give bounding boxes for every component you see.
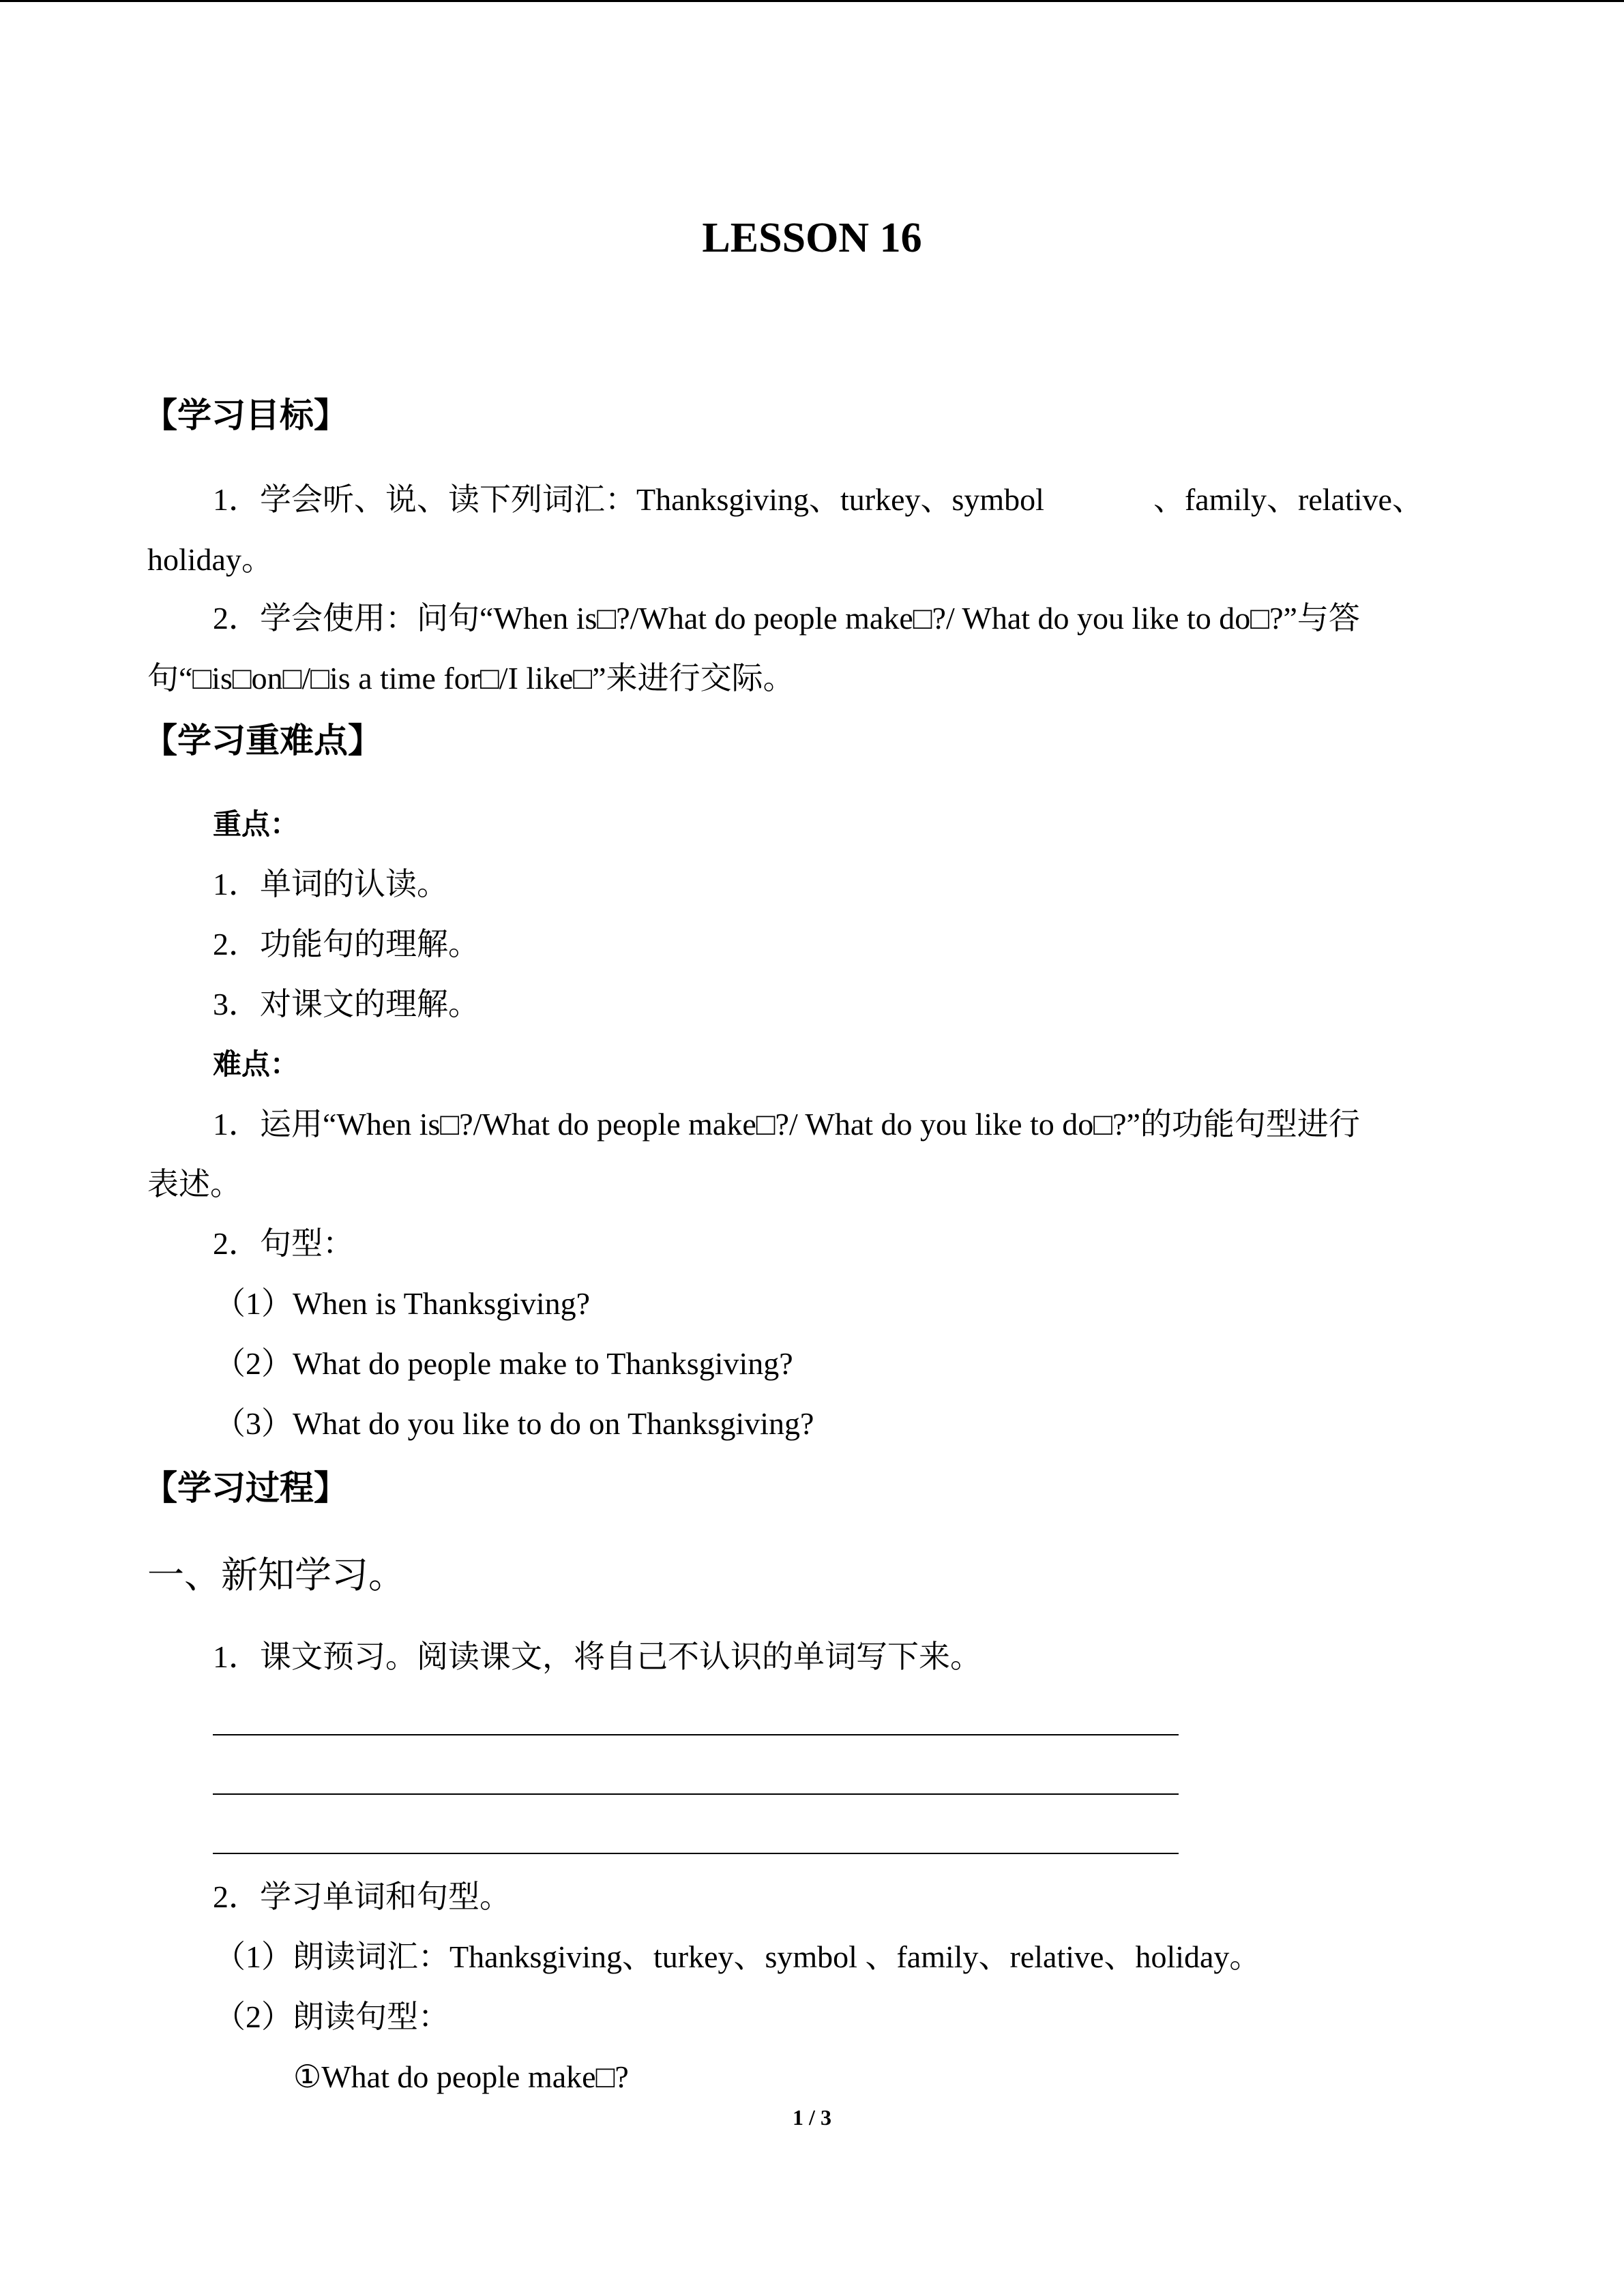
answer-blank-line[interactable]: [213, 1734, 1179, 1735]
key-point-item: 3．对课文的理解。: [213, 987, 479, 1022]
new-knowledge-title: 一、新知学习。: [147, 1555, 405, 1596]
difficult-item-2: 2．句型：: [213, 1226, 354, 1261]
step-1: 1．课文预习。阅读课文，将自己不认识的单词写下来。: [213, 1639, 981, 1674]
key-points-label: 重点：: [213, 807, 299, 841]
goals-item-2-line-2: 句“□is□on□/□is a time for□/I like□”来进行交际。: [147, 661, 795, 696]
key-point-item: 1．单词的认读。: [213, 867, 448, 901]
goals-item-1: [147, 470, 1477, 590]
goals-item-1-text: 1．学会听、说、读下列词汇：Thanksgiving、turkey、symbol: [213, 482, 1044, 517]
step-2: 2．学习单词和句型。: [213, 1879, 511, 1914]
difficult-item-1-line-2: 表述。: [147, 1167, 241, 1202]
difficult-item-1-line-1: 1．运用“When is□?/What do people make□?/ What do you like to do□?”的功能句型进行: [213, 1107, 1360, 1142]
difficult-item-1: [147, 1094, 1477, 1214]
sentence-pattern: （1）When is Thanksgiving?: [214, 1286, 591, 1321]
difficult-points-label: 难点：: [213, 1047, 299, 1081]
goals-item-1-text-end: 、family、relative、: [1153, 482, 1423, 517]
key-point-item: 2．功能句的理解。: [213, 927, 479, 961]
sentence-pattern: （3）What do you like to do on Thanksgiving?: [214, 1406, 814, 1441]
goals-item-2: [147, 588, 1477, 709]
goals-item-2-line-1: 2．学会使用：问句“When is□?/What do people make□?/ What do you like to do□?”与答: [213, 601, 1360, 636]
step-2-vocabulary: （1）朗读词汇：Thanksgiving、turkey、symbol 、family、relative、holiday。: [214, 1939, 1261, 1974]
key-points-heading: 【学习重难点】: [143, 721, 382, 760]
goals-item-1-continued: holiday。: [147, 542, 273, 577]
process-heading: 【学习过程】: [143, 1468, 348, 1508]
page-number: 1 / 3: [793, 2105, 831, 2130]
answer-blank-line[interactable]: [213, 1853, 1179, 1854]
step-2-sentences: （2）朗读句型：: [214, 1999, 449, 2034]
sentence-pattern: （2）What do people make to Thanksgiving?: [214, 1346, 793, 1381]
page-title: LESSON 16: [702, 215, 922, 261]
answer-blank-line[interactable]: [213, 1793, 1179, 1795]
goals-heading: 【学习目标】: [143, 396, 348, 435]
step-2-sentence-1: ①What do people make□?: [293, 2059, 629, 2094]
